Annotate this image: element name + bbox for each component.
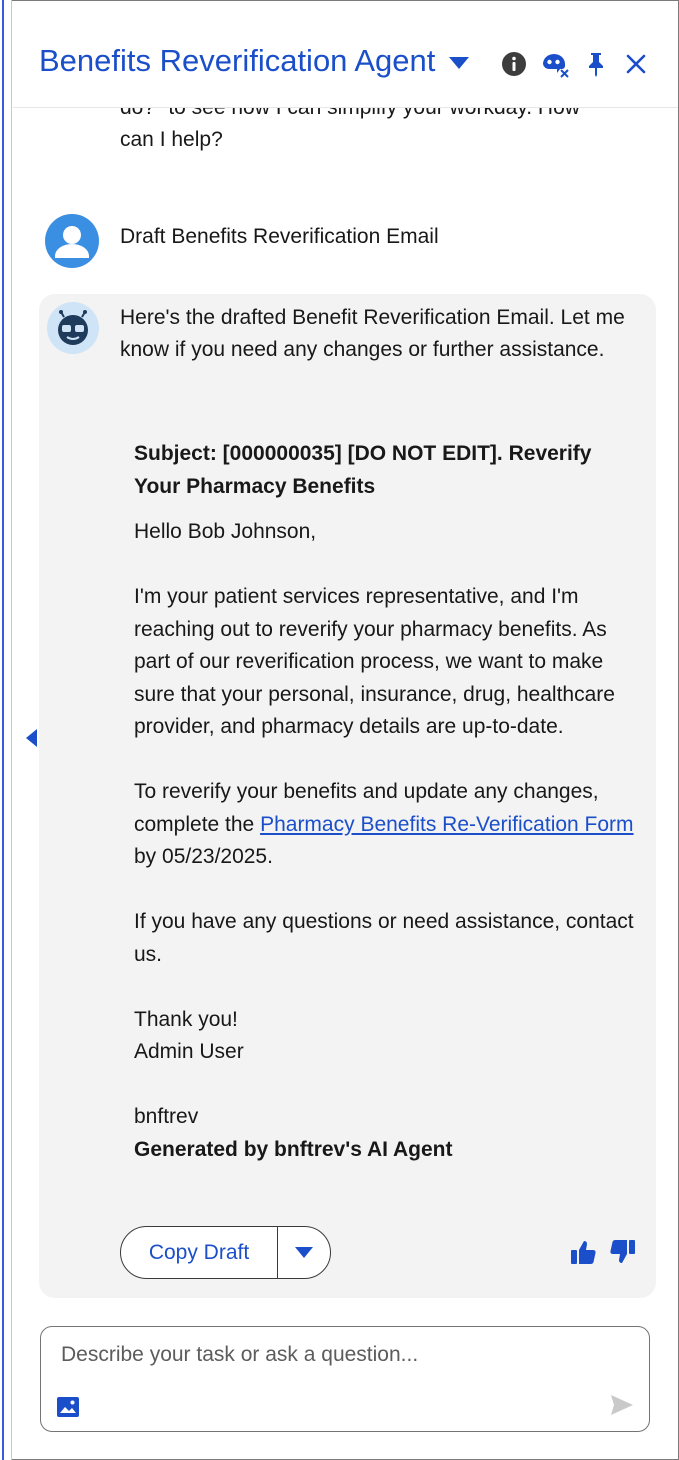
email-paragraph: I'm your patient services representative, and I'm reaching out to reverify your pharmacy benefits. As part of our reverification process, we want to make sure that your personal, insurance, drug, healthcare provider, and pharmacy details are up-to-date. [134, 585, 615, 738]
email-signer: Admin User [134, 1040, 244, 1063]
email-paragraph-with-link [134, 776, 634, 874]
user-avatar-icon [45, 214, 99, 268]
email-closing: Thank you! [134, 1007, 238, 1031]
copy-draft-split-button [120, 1226, 331, 1279]
reverification-form-link[interactable]: Pharmacy Benefits Re-Verification Form [260, 812, 634, 836]
title-dropdown-icon[interactable] [449, 57, 469, 69]
send-icon[interactable] [609, 1393, 635, 1417]
copy-draft-button[interactable]: Copy Draft [121, 1227, 278, 1278]
email-subject: Subject: [000000035] [DO NOT EDIT]. Reverify Your Pharmacy Benefits [134, 442, 592, 498]
copy-draft-menu-button[interactable] [278, 1227, 330, 1278]
agent-avatar-icon [47, 302, 99, 354]
image-upload-icon[interactable] [57, 1397, 79, 1417]
email-paragraph: If you have any questions or need assistance, contact us. [134, 910, 634, 966]
info-icon[interactable] [500, 50, 528, 78]
panel-title: Benefits Reverification Agent [39, 43, 436, 78]
message-composer [40, 1326, 650, 1432]
user-message [45, 214, 655, 270]
agent-off-icon[interactable] [541, 50, 569, 78]
user-message-text: Draft Benefits Reverification Email [120, 225, 439, 248]
email-org: bnftrev [134, 1105, 199, 1128]
close-icon[interactable] [622, 50, 650, 78]
message-input[interactable] [61, 1339, 621, 1371]
pin-icon[interactable] [582, 50, 610, 78]
bot-response-card [39, 294, 656, 1298]
left-rail [0, 0, 12, 1460]
email-generated-note: Generated by bnftrev's AI Agent [134, 1137, 453, 1161]
conversation-scroll[interactable] [13, 108, 678, 1313]
bot-intro-text: Here's the drafted Benefit Reverification Email. Let me know if you need any changes or further assistance. [120, 306, 625, 361]
email-greeting: Hello Bob Johnson, [134, 520, 317, 543]
thumbs-down-icon[interactable] [609, 1238, 637, 1266]
chevron-down-icon [295, 1247, 313, 1258]
panel-header [13, 14, 678, 108]
thumbs-up-icon[interactable] [569, 1238, 597, 1266]
email-text: by 05/23/2025. [134, 845, 273, 868]
rail-accent [2, 0, 4, 1460]
email-text: To reverify your benefits and update any changes, complete the [134, 780, 599, 836]
previous-message-line: can I help? [120, 128, 223, 151]
email-draft [134, 438, 634, 1166]
